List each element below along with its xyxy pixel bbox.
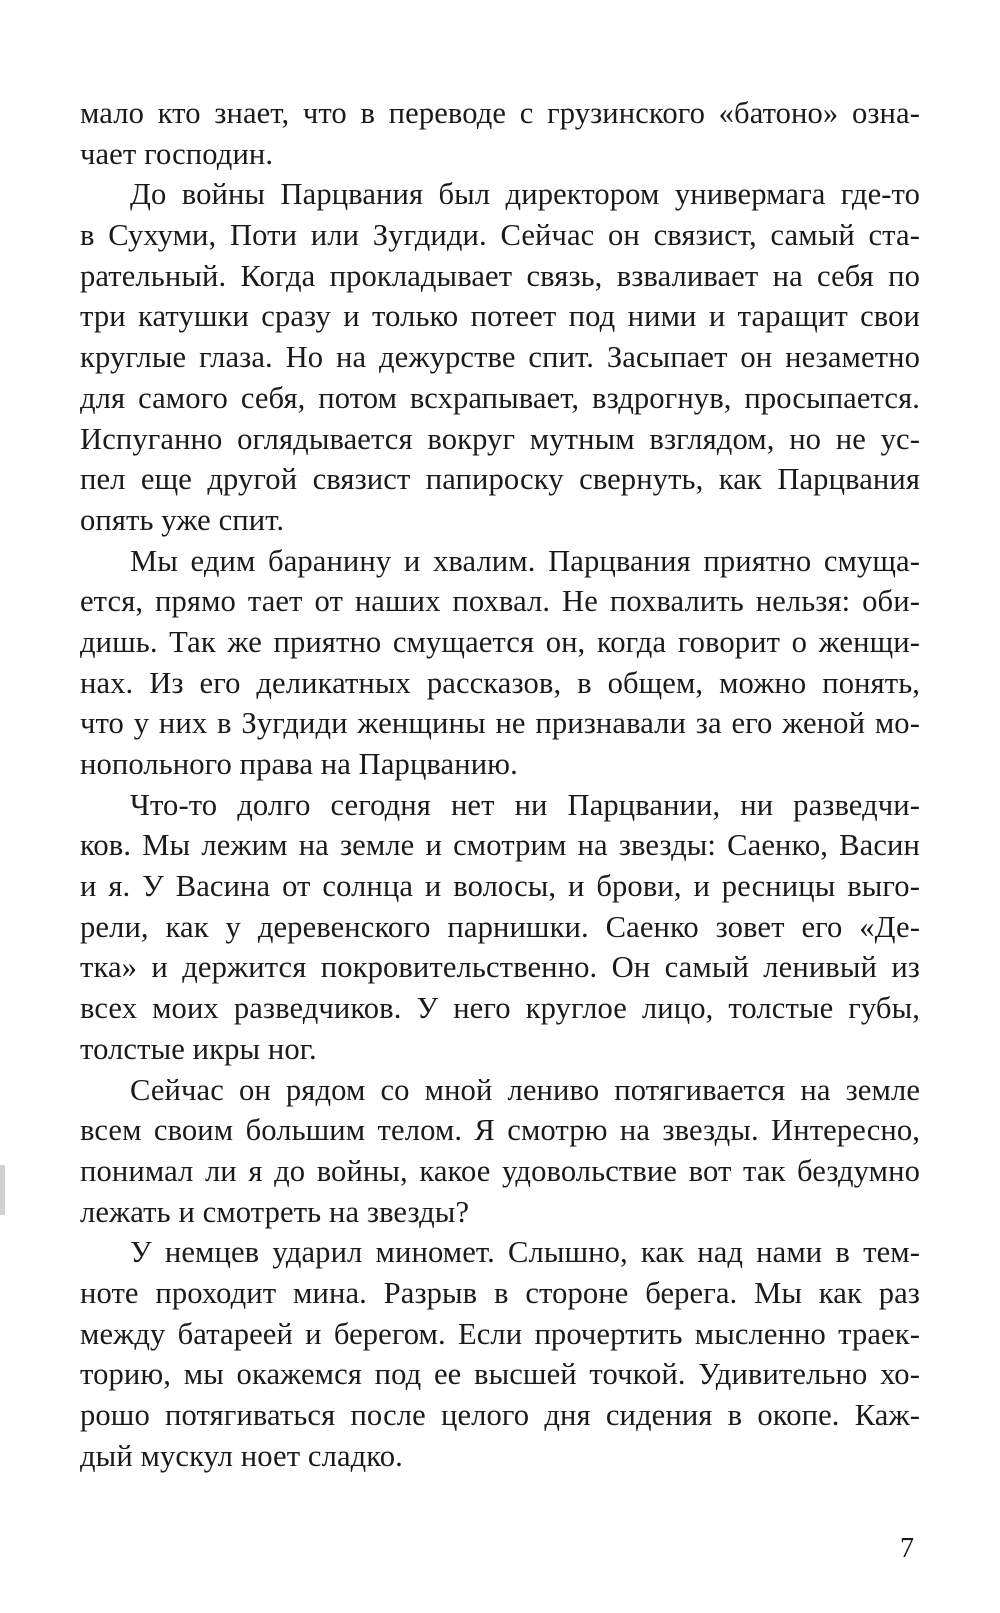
page-edge-mark (0, 1165, 5, 1215)
paragraph-first-line: До войны Парцвания был директором универмага где-то (130, 177, 920, 212)
body-text (80, 93, 920, 1476)
text-line: всем своим большим телом. Я смотрю на звезды. Интересно, (80, 1113, 920, 1148)
text-line: нопольного права на Парцванию. (80, 747, 518, 781)
text-line: понимал ли я до войны, какое удовольствие вот так бездумно (80, 1153, 920, 1188)
text-line: пел еще другой связист папироску свернуть, как Парцвания (80, 462, 920, 497)
text-line: в Сухуми, Поти или Зугдиди. Сейчас он связист, самый ста- (80, 218, 920, 253)
paragraph-first-line: Что-то долго сегодня нет ни Парцвании, ни разведчи- (130, 787, 920, 822)
text-line: ноте проходит мина. Разрыв в стороне берега. Мы как раз (80, 1275, 920, 1310)
text-line: для самого себя, потом всхрапывает, вздрогнув, просыпается. (80, 380, 920, 415)
paragraph-first-line: У немцев ударил миномет. Слышно, как над нами в тем- (130, 1235, 920, 1270)
text-line: мало кто знает, что в переводе с грузинского «батоно» озна- (80, 96, 920, 130)
text-line: дишь. Так же приятно смущается он, когда говорит о женщи- (80, 624, 920, 659)
text-line: опять уже спит. (80, 502, 285, 537)
paragraph-first-line: Мы едим баранину и хвалим. Парцвания приятно смуща- (130, 543, 920, 578)
text-line: Испуганно оглядывается вокруг мутным взглядом, но не ус- (80, 421, 920, 456)
text-line: ется, прямо тает от наших похвал. Не похвалить нельзя: оби- (80, 584, 920, 619)
text-line: тка» и держится покровительственно. Он самый ленивый из (80, 950, 920, 985)
text-line: дый мускул ноет сладко. (80, 1438, 403, 1473)
text-line: и я. У Васина от солнца и волосы, и брови, и ресницы выго- (80, 869, 920, 904)
text-line: рошо потягиваться после целого дня сидения в окопе. Каж- (80, 1398, 920, 1432)
text-line: рательный. Когда прокладывает связь, взваливает на себя по (80, 258, 920, 293)
text-line: что у них в Зугдиди женщины не признавали за его женой мо- (80, 706, 920, 741)
paragraph-first-line: Сейчас он рядом со мной лениво потягивается на земле (130, 1072, 920, 1107)
text-line: толстые икры ног. (80, 1031, 317, 1066)
text-line: рели, как у деревенского парнишки. Саенко зовет его «Де- (80, 909, 920, 944)
text-line: три катушки сразу и только потеет под ними и таращит свои (80, 299, 920, 334)
text-line: нах. Из его деликатных рассказов, в общем, можно понять, (80, 665, 920, 700)
text-line: между батареей и берегом. Если прочертить мысленно траек- (80, 1316, 920, 1351)
page-number: 7 (900, 1533, 914, 1564)
text-line: торию, мы окажемся под ее высшей точкой. Удивительно хо- (80, 1357, 920, 1392)
text-line: круглые глаза. Но на дежурстве спит. Засыпает он незаметно (80, 340, 920, 375)
text-line: чает господин. (80, 136, 274, 171)
text-line: ков. Мы лежим на земле и смотрим на звезды: Саенко, Васин (80, 828, 920, 863)
text-line: всех моих разведчиков. У него круглое лицо, толстые губы, (80, 991, 920, 1026)
text-line: лежать и смотреть на звезды? (80, 1194, 470, 1229)
